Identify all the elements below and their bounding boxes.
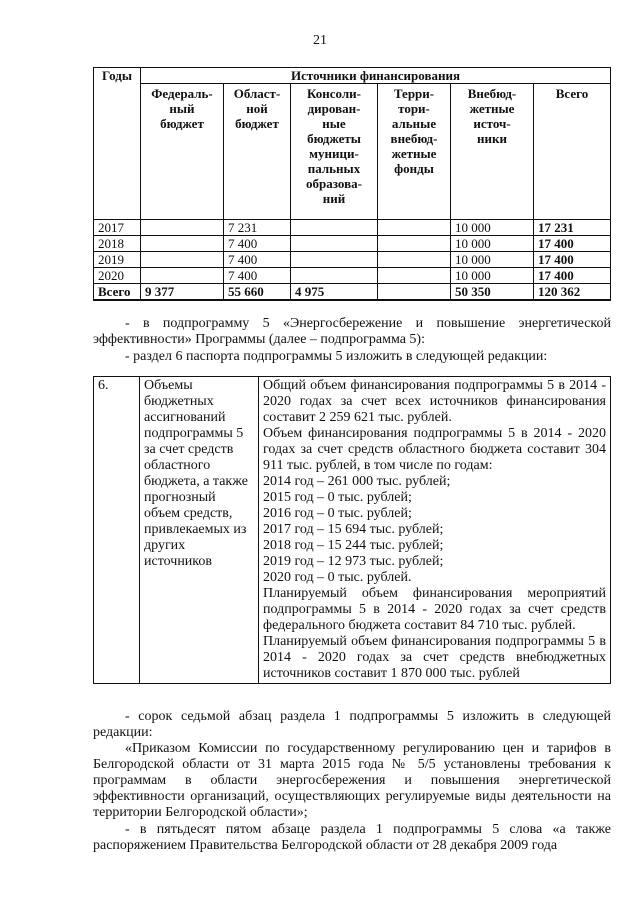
cell-year: 2019	[94, 252, 141, 268]
cell-regional: 7 400	[224, 268, 291, 284]
cell-municipal	[291, 236, 378, 252]
passport-line: 2018 год – 15 244 тыс. рублей;	[263, 538, 444, 553]
paragraph-subprogram5: - в подпрограмму 5 «Энергосбережение и повышение энергетической эффективности» Программы (далее – подпрограмма 5):	[93, 316, 611, 347]
passport-line: Планируемый объем финансирования подпрограммы 5 в 2014 - 2020 годах за счет средств внебюджетных источников составит 1 870 000 тыс. рублей	[263, 634, 606, 681]
passport-line: 2019 год – 12 973 тыс. рублей;	[263, 554, 444, 569]
cell-federal	[141, 220, 224, 236]
passport-text	[259, 377, 611, 684]
cell-extra: 10 000	[451, 268, 534, 284]
cell-federal: 9 377	[141, 284, 224, 301]
cell-regional: 55 660	[224, 284, 291, 301]
cell-municipal	[291, 252, 378, 268]
cell-municipal	[291, 268, 378, 284]
header-sources: Источники финансирования	[141, 68, 611, 84]
passport-line: Планируемый объем финансирования мероприятий подпрограммы 5 в 2014 - 2020 годах за счет средств федерального бюджета составит 84 710 тыс. рублей.	[263, 586, 606, 633]
cell-regional: 7 400	[224, 236, 291, 252]
cell-total: 120 362	[534, 284, 611, 301]
passport-label: Объемы бюджетных ассигнований подпрограммы 5 за счет средств областного бюджета, а также прогнозный объем средств, привлекаемых из других источников	[140, 377, 259, 684]
passport-line: 2020 год – 0 тыс. рублей.	[263, 570, 412, 585]
header-years: Годы	[94, 68, 141, 220]
header-total: Всего	[534, 84, 611, 220]
cell-municipal	[291, 220, 378, 236]
passport-line: Объем финансирования подпрограммы 5 в 2014 - 2020 годах за счет средств областного бюджета составит 304 911 тыс. рублей, в том числе по годам:	[263, 426, 606, 473]
header-territorial: Терри- тори- альные внебюд- жетные фонды	[378, 84, 451, 220]
cell-extra: 50 350	[451, 284, 534, 301]
cell-year: 2017	[94, 220, 141, 236]
cell-extra: 10 000	[451, 252, 534, 268]
passport-line: 2016 год – 0 тыс. рублей;	[263, 506, 412, 521]
cell-territorial	[378, 284, 451, 301]
cell-total: 17 400	[534, 268, 611, 284]
header-municipal: Консоли- дирован- ные бюджеты муници- пальных образова- ний	[291, 84, 378, 220]
table-row	[94, 252, 611, 268]
page-number: 21	[313, 33, 327, 48]
cell-territorial	[378, 220, 451, 236]
cell-federal	[141, 268, 224, 284]
passport-table	[93, 376, 611, 684]
cell-extra: 10 000	[451, 220, 534, 236]
paragraph-section6: - раздел 6 паспорта подпрограммы 5 изложить в следующей редакции:	[125, 349, 548, 364]
table-row	[94, 236, 611, 252]
table-row	[94, 220, 611, 236]
passport-line: 2017 год – 15 694 тыс. рублей;	[263, 522, 444, 537]
funding-table	[93, 67, 611, 301]
cell-regional: 7 231	[224, 220, 291, 236]
cell-total: 17 400	[534, 236, 611, 252]
cell-extra: 10 000	[451, 236, 534, 252]
header-extrabudget: Внебюд- жетные источ- ники	[451, 84, 534, 220]
cell-year: 2018	[94, 236, 141, 252]
passport-line: Общий объем финансирования подпрограммы 5 в 2014 - 2020 годах за счет всех источников финансирования составит 2 259 621 тыс. рублей.	[263, 378, 606, 425]
cell-total: 17 231	[534, 220, 611, 236]
paragraph-abzac47: - сорок седьмой абзац раздела 1 подпрограммы 5 изложить в следующей редакции:	[93, 709, 611, 740]
cell-territorial	[378, 252, 451, 268]
paragraph-order: «Приказом Комиссии по государственному регулированию цен и тарифов в Белгородской области от 31 марта 2015 года № 5/5 установлены требования к программам в области энергосбережения и повышения энергетической эффективности организаций, осуществляющих регулируемые виды деятельности на территории Белгородской области»;	[93, 741, 611, 820]
header-federal: Федераль- ный бюджет	[141, 84, 224, 220]
paragraph-abzac55: - в пятьдесят пятом абзаце раздела 1 подпрограммы 5 слова «а также распоряжением Правительства Белгородской области от 28 декабря 2009 года	[93, 822, 611, 853]
cell-year: 2020	[94, 268, 141, 284]
cell-federal	[141, 252, 224, 268]
table-row	[94, 268, 611, 284]
passport-number: 6.	[94, 377, 140, 684]
cell-federal	[141, 236, 224, 252]
table-total-row	[94, 284, 611, 301]
cell-total: 17 400	[534, 252, 611, 268]
passport-line: 2014 год – 261 000 тыс. рублей;	[263, 474, 451, 489]
cell-regional: 7 400	[224, 252, 291, 268]
cell-territorial	[378, 236, 451, 252]
cell-municipal: 4 975	[291, 284, 378, 301]
header-regional: Област- ной бюджет	[224, 84, 291, 220]
cell-territorial	[378, 268, 451, 284]
passport-line: 2015 год – 0 тыс. рублей;	[263, 490, 412, 505]
cell-year: Всего	[94, 284, 141, 301]
